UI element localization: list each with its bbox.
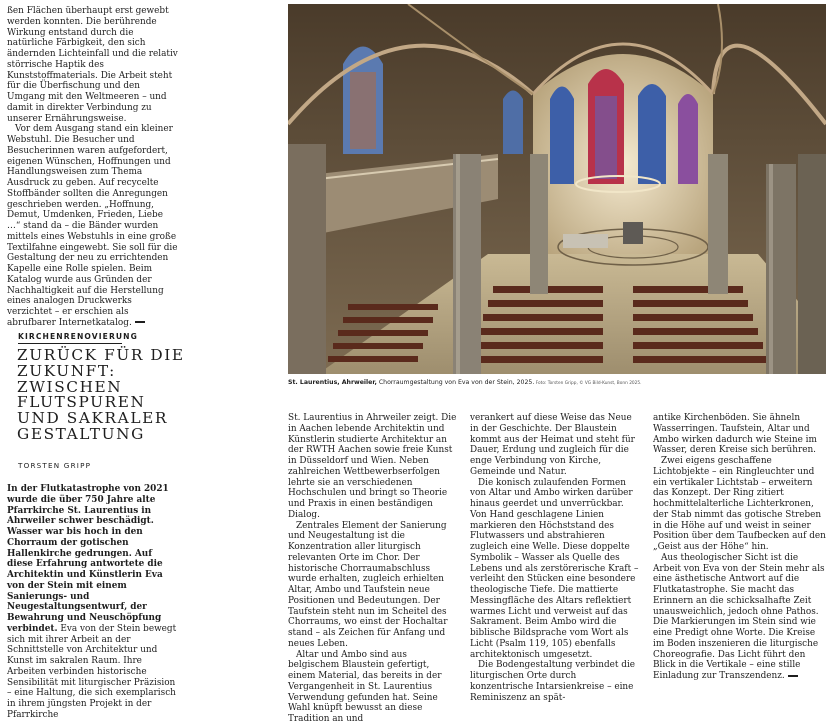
article-left-column-top	[7, 6, 178, 329]
paragraph: Zentrales Element der Sanierung und Neugestaltung ist die Konzentration aller liturgisch relevanten Orte im Chor. Der historische Chorraumabschluss wurde erhalten, zugleich erhielten Altar, Ambo und Taufstein neue Positionen und Bedeutungen. Der Taufstein steht nun im Scheitel des Chorraums, wo einst der Hochaltar stand – als Zeichen für Anfang und neues Leben.	[288, 520, 448, 649]
paragraph: Die Bodengestaltung verbindet die liturgischen Orte durch konzentrische Intarsienkreise – eine Reminiszenz an spät-	[470, 660, 636, 703]
paragraph: ßen Flächen überhaupt erst gewebt werden konnten. Die berührende Wirkung entstand durch die natürliche Färbigkeit, den sich ändernden Lichteinfall und die relativ störrische Haptik des Kunststoffmaterials. Die Arbeit steht für die Überfischung und den Umgang mit den Weltmeeren – und damit in direkter Verbindung zu unserer Ernährungsweise.	[7, 6, 178, 124]
paragraph: verankert auf diese Weise das Neue in der Geschichte. Der Blaustein kommt aus der Heimat und steht für Dauer, Erdung und zugleich für die enge Verbindung von Kirche, Gemeinde und Natur.	[470, 413, 635, 477]
paragraph-text: Vor dem Ausgang stand ein kleiner Webstuhl. Die Besucher und Besucherinnen waren aufgefordert, eigenen Wünschen, Hoffnungen und Handlungsweisen zum Thema Ausdruck zu geben. Auf recycelte Stoffbänder sollten die Anregungen geschrieben werden. „Hoffnung, Demut, Umdenken, Frieden, Liebe …“ stand da – die Bänder wurden mittels eines Webstuhls in eine große Textilfahne eingewebt. Sie soll für die Gestaltung der neu zu errichtenden Kapelle eine Rolle spielen. Beim Katalog wurde aus Gründen der Nachhaltigkeit auf die Herstellung eines analogen Druckwerks verzichtet – er erschien als abrufbarer Internetkatalog.	[7, 124, 178, 328]
paragraph: St. Laurentius in Ahrweiler zeigt. Die in Aachen lebende Architektin und Künstlerin studierte Architektur an der RWTH Aachen sowie freie Kunst in Düsseldorf und Wien. Neben zahlreichen Wettbewerbserfolgen lehrte sie an verschiedenen Hochschulen und bringt so Theorie und Praxis in einen beständigen Dialog.	[288, 413, 457, 520]
caption-credit: Foto: Torsten Gripp, © VG Bild-Kunst, Bonn 2025.	[534, 381, 642, 386]
lead-paragraph	[7, 484, 178, 721]
lead-paragraph-rest: Eva von der Stein bewegt sich mit ihrer Arbeit an der Schnittstelle von Architektur und Kunst im sakralen Raum. Ihre Arbeiten verbinden historische Sensibilität mit liturgischer Präzision – eine Haltung, die sich exemplarisch in ihrem jüngsten Projekt in der Pfarrkirche	[7, 623, 177, 720]
article-column-3	[470, 413, 642, 703]
photo-caption	[288, 379, 828, 386]
paragraph: antike Kirchenböden. Sie ähneln Wasserringen. Taufstein, Altar und Ambo wirken dadurch wie Steine im Wasser, deren Kreise sich berühren.	[653, 413, 817, 456]
caption-text: Chorraumgestaltung von Eva von der Stein, 2025.	[376, 379, 535, 386]
article-column-4	[653, 413, 827, 682]
paragraph: Die konisch zulaufenden Formen von Altar und Ambo wirken darüber hinaus geerdet und unverrückbar. Von Hand geschlagene Linien markieren den Höchststand des Flutwassers und abstrahieren zugleich eine Welle. Diese doppelte Symbolik – Wasser als Quelle des Lebens und als zerstörerische Kraft – verleiht den Stücken eine besondere theologische Tiefe. Die mattierte Messingfläche des Altars reflektiert warmes Licht und verweist auf das Sakrament. Beim Ambo wird die biblische Bildsprache vom Wort als Licht (Psalm 119, 105) ebenfalls architektonisch umgesetzt.	[470, 477, 639, 660]
paragraph: Zwei eigens geschaffene Lichtobjekte – ein Ringleuchter und ein vertikaler Lichtstab – erweitern das Konzept. Der Ring zitiert hochmittelalterliche Lichterkronen, der Stab nimmt das gotische Streben in die Höhe auf und weist in seiner Position über dem Taufbecken auf den „Geist aus der Höhe“ hin.	[653, 456, 826, 552]
article-column-2	[288, 413, 458, 725]
caption-location: St. Laurentius, Ahrweiler,	[288, 379, 377, 386]
lead-paragraph-bold: In der Flutkatastrophe von 2021 wurde die über 750 Jahre alte Pfarrkirche St. Laurentius in Ahrweiler schwer beschädigt. Wasser war bis hoch in den Chorraum der gotischen Hallenkirche gedrungen. Auf diese Erfahrung antwortete die Architektin und Künstlerin Eva von der Stein mit einem Sanierungs- und Neugestaltungsentwurf, der Bewahrung und Neuschöpfung verbindet.	[7, 484, 169, 634]
author-byline: TORSTEN GRIPP	[18, 461, 92, 470]
section-kicker: KIRCHENRENOVIERUNG	[18, 332, 122, 344]
end-of-article-mark	[135, 321, 145, 323]
paragraph: Altar und Ambo sind aus belgischem Blaustein gefertigt, einem Material, das bereits in der Vergangenheit in St. Laurentius Verwendung gefunden hat. Seine Wahl knüpft bewusst an diese Tradition an und	[288, 649, 442, 724]
paragraph-with-endmark	[653, 553, 827, 682]
paragraph-with-endmark	[7, 124, 178, 328]
church-interior-photo	[288, 4, 826, 374]
article-lead-column	[7, 484, 178, 721]
article-headline: ZURÜCK FÜR DIE ZUKUNFT: ZWISCHEN FLUTSPUREN UND SAKRALER GESTALTUNG	[17, 346, 185, 443]
paragraph-text: Aus theologischer Sicht ist die Arbeit von Eva von der Stein mehr als eine ästhetische Antwort auf die Flutkatastrophe. Sie macht das Erinnern an die schicksalhafte Zeit unausweichlich, jedoch ohne Pathos. Die Markierungen im Stein sind wie eine Predigt ohne Worte. Die Kreise im Boden inszenieren die liturgische Choreografie. Das Licht führt den Blick in die Vertikale – eine stille Einladung zur Transzendenz.	[653, 552, 825, 681]
